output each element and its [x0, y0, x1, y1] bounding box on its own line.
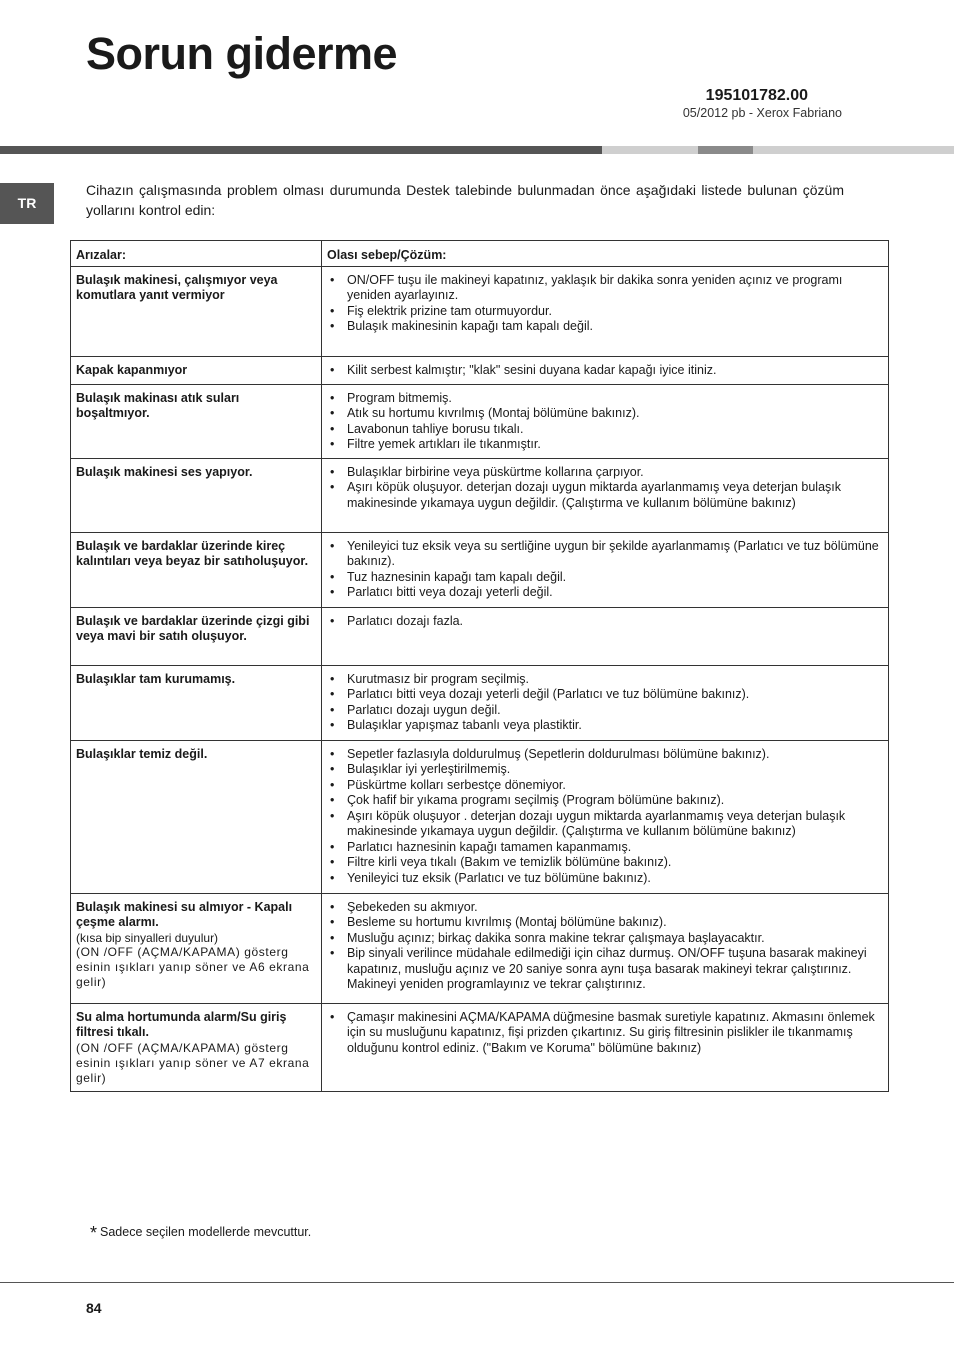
- cause-cell: [322, 1003, 889, 1091]
- cause-list: [327, 900, 883, 993]
- fault-label: Su alma hortumunda alarm/Su giriş filtresi tıkalı.: [76, 1009, 287, 1039]
- table-row: [71, 356, 889, 384]
- fault-note-small: (kısa bip sinyalleri duyulur): [76, 930, 219, 945]
- troubleshooting-table: [70, 240, 889, 1092]
- cause-list: [327, 363, 883, 379]
- list-item: • Çamaşır makinesini AÇMA/KAPAMA düğmesine basmak suretiyle kapatınız. Akmasını önlemek için su musluğunu kapatınız, fişi prizden çıkartınız. Su giriş filtresinin pislikler ile tıkanmamış olduğunu kontrol ediniz. ("Bakım ve Koruma" bölümüne bakınız): [329, 1010, 883, 1057]
- list-item: • Parlatıcı dozajı fazla.: [329, 614, 883, 630]
- table-row: [71, 665, 889, 740]
- list-item: • Program bitmemiş.: [329, 391, 883, 407]
- fault-note: (ON /OFF (AÇMA/KAPAMA) gösterg esinin ışıkları yanıp söner ve A6 ekrana gelir): [76, 944, 310, 989]
- cause-list: [327, 391, 883, 453]
- fault-label: Bulaşık makinası atık suları boşaltmıyor.: [76, 390, 240, 420]
- list-item: • Kurutmasız bir program seçilmiş.: [329, 672, 883, 688]
- list-item: • Aşırı köpük oluşuyor . deterjan dozajı uygun miktarda ayarlanmamış veya deterjan bulaşık makinesinde yıkamaya uygun değildir. (Çalıştırma ve kullanım bölümüne bakınız): [329, 809, 883, 840]
- list-item: • ON/OFF tuşu ile makineyi kapatınız, yaklaşık bir dakika sonra yeniden açınız ve programı yeniden ayarlayınız.: [329, 273, 883, 304]
- list-item: • Çok hafif bir yıkama programı seçilmiş (Program bölümüne bakınız).: [329, 793, 883, 809]
- fault-note: (ON /OFF (AÇMA/KAPAMA) gösterg esinin ışıkları yanıp söner ve A7 ekrana gelir): [76, 1040, 310, 1085]
- table-row: [71, 607, 889, 665]
- cause-cell: [322, 458, 889, 532]
- column-header-fault: Arızalar:: [71, 241, 322, 267]
- list-item: • Parlatıcı bitti veya dozajı yeterli değil (Parlatıcı ve tuz bölümüne bakınız).: [329, 687, 883, 703]
- table-row: [71, 384, 889, 458]
- list-item: • Sepetler fazlasıyla doldurulmuş (Sepetlerin doldurulması bölümüne bakınız).: [329, 747, 883, 763]
- list-item: • Parlatıcı dozajı uygun değil.: [329, 703, 883, 719]
- header-bar-light-end: [753, 146, 954, 154]
- list-item: • Tuz haznesinin kapağı tam kapalı değil.: [329, 570, 883, 586]
- fault-cell: [71, 607, 322, 665]
- cause-cell: [322, 893, 889, 1003]
- cause-list: [327, 1010, 883, 1057]
- list-item: • Bulaşıklar birbirine veya püskürtme kollarına çarpıyor.: [329, 465, 883, 481]
- header-bar-dark: [0, 146, 602, 154]
- header-bar-mid: [698, 146, 753, 154]
- list-item: • Bip sinyali verilince müdahale edilmediği için cihaz durmuş. ON/OFF tuşuna basarak makineyi kapatınız, musluğu açınız ve 20 saniye sonra aynı tuşa basarak makineyi tekrar çalıştırınız. Makineyi yeniden programlayınız ve tekrar çalıştırınız.: [329, 946, 883, 993]
- intro-text: Cihazın çalışmasında problem olması durumunda Destek talebinde bulunmadan önce aşağıdaki listede bulunan çözüm yollarını kontrol edin:: [86, 182, 844, 218]
- table-row: [71, 740, 889, 893]
- cause-list: [327, 672, 883, 734]
- list-item: • Püskürtme kolları serbestçe dönemiyor.: [329, 778, 883, 794]
- fault-cell: [71, 532, 322, 607]
- fault-label: Bulaşık makinesi ses yapıyor.: [76, 464, 253, 479]
- table-header-row: [71, 241, 889, 267]
- fault-cell: [71, 1003, 322, 1091]
- list-item: • Lavabonun tahliye borusu tıkalı.: [329, 422, 883, 438]
- cause-list: [327, 273, 883, 335]
- document-subtitle: 05/2012 pb - Xerox Fabriano: [682, 106, 842, 120]
- footnote-star: *: [90, 1223, 98, 1243]
- cause-list: [327, 539, 883, 601]
- fault-label: Bulaşık makinesi, çalışmıyor veya komutlara yanıt vermiyor: [76, 272, 278, 302]
- list-item: • Yenileyici tuz eksik (Parlatıcı ve tuz bölümüne bakınız).: [329, 871, 883, 887]
- cause-cell: [322, 532, 889, 607]
- page-title: Sorun giderme: [86, 28, 398, 79]
- cause-cell: [322, 356, 889, 384]
- list-item: • Kilit serbest kalmıştır; "klak" sesini duyana kadar kapağı iyice itiniz.: [329, 363, 883, 379]
- list-item: • Bulaşıklar iyi yerleştirilmemiş.: [329, 762, 883, 778]
- bottom-divider: [0, 1282, 954, 1283]
- fault-label: Kapak kapanmıyor: [76, 362, 188, 377]
- list-item: • Filtre kirli veya tıkalı (Bakım ve temizlik bölümüne bakınız).: [329, 855, 883, 871]
- cause-list: [327, 747, 883, 887]
- fault-label: Bulaşık ve bardaklar üzerinde kireç kalıntıları veya beyaz bir satıholuşuyor.: [76, 538, 309, 568]
- fault-cell: [71, 266, 322, 356]
- footnote-text: Sadece seçilen modellerde mevcuttur.: [100, 1225, 312, 1239]
- page-number: 84: [86, 1300, 102, 1316]
- list-item: • Atık su hortumu kıvrılmış (Montaj bölümüne bakınız).: [329, 406, 883, 422]
- list-item: • Şebekeden su akmıyor.: [329, 900, 883, 916]
- document-number: 195101782.00: [705, 87, 808, 104]
- table-row: [71, 266, 889, 356]
- list-item: • Aşırı köpük oluşuyor. deterjan dozajı uygun miktarda ayarlanmamış veya deterjan bulaşık makinesinde yıkamaya uygun değildir. (Çalıştırma ve kullanım bölümüne bakınız): [329, 480, 883, 511]
- fault-label: Bulaşık makinesi su almıyor - Kapalı çeşme alarmı.: [76, 899, 293, 929]
- table-row: [71, 532, 889, 607]
- fault-label: Bulaşıklar temiz değil.: [76, 746, 208, 761]
- cause-cell: [322, 266, 889, 356]
- list-item: • Filtre yemek artıkları ile tıkanmıştır.: [329, 437, 883, 453]
- cause-list: [327, 614, 883, 630]
- fault-cell: [71, 384, 322, 458]
- table-body: [71, 266, 889, 1091]
- cause-cell: [322, 740, 889, 893]
- list-item: • Bulaşıklar yapışmaz tabanlı veya plastiktir.: [329, 718, 883, 734]
- list-item: • Besleme su hortumu kıvrılmış (Montaj bölümüne bakınız).: [329, 915, 883, 931]
- table-row: [71, 1003, 889, 1091]
- fault-cell: [71, 740, 322, 893]
- fault-cell: [71, 893, 322, 1003]
- table-row: [71, 458, 889, 532]
- list-item: • Parlatıcı haznesinin kapağı tamamen kapanmamış.: [329, 840, 883, 856]
- fault-cell: [71, 665, 322, 740]
- cause-cell: [322, 665, 889, 740]
- footnote: [90, 1223, 311, 1244]
- list-item: • Fiş elektrik prizine tam oturmuyordur.: [329, 304, 883, 320]
- list-item: • Parlatıcı bitti veya dozajı yeterli değil.: [329, 585, 883, 601]
- list-item: • Yenileyici tuz eksik veya su sertliğine uygun bir şekilde ayarlanmamış (Parlatıcı ve tuz bölümüne bakınız).: [329, 539, 883, 570]
- fault-label: Bulaşıklar tam kurumamış.: [76, 671, 236, 686]
- fault-cell: [71, 458, 322, 532]
- fault-label: Bulaşık ve bardaklar üzerinde çizgi gibi veya mavi bir satıh oluşuyor.: [76, 613, 310, 643]
- fault-cell: [71, 356, 322, 384]
- language-badge: TR: [0, 183, 54, 224]
- list-item: • Bulaşık makinesinin kapağı tam kapalı değil.: [329, 319, 883, 335]
- cause-cell: [322, 607, 889, 665]
- table-row: [71, 893, 889, 1003]
- header-bar-light: [602, 146, 698, 154]
- cause-list: [327, 465, 883, 512]
- list-item: • Musluğu açınız; birkaç dakika sonra makine tekrar çalışmaya başlayacaktır.: [329, 931, 883, 947]
- column-header-cause: Olası sebep/Çözüm:: [322, 241, 889, 267]
- cause-cell: [322, 384, 889, 458]
